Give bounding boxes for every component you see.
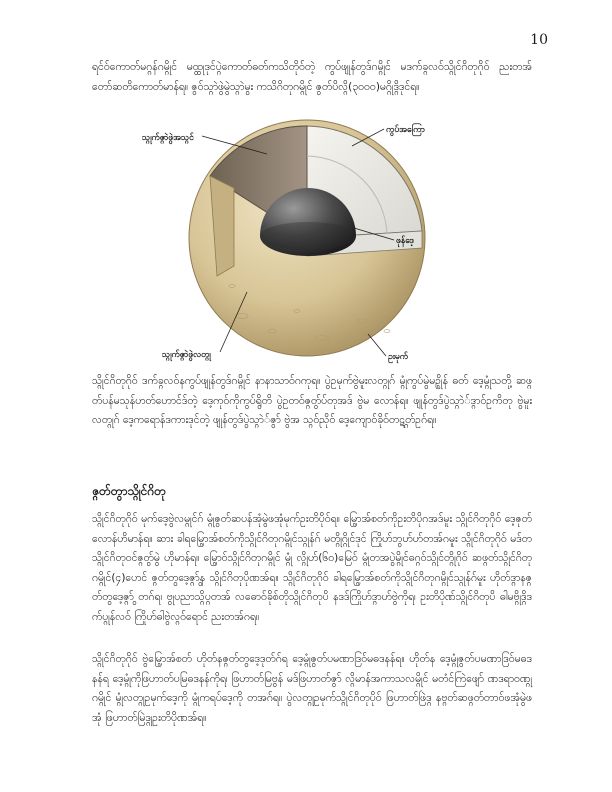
paragraph-1: ရင်ဝ်ကောတ်မဂ္ဂန်ဂမ္ဂိုင် မထ္ထုဒုင်ပ္ဂဲကောတ်ဓတ်ကသိတိုဝ်တဲ့ ကွပ်ဖျုန်တွဒ်ဂမ္ဂိုင် မဒက်ခ္ဂလဝ်သ္ဂိုင်ဂိတုဂိုဝ် ညးတအ်တော်ဆတိကောတ်မာန်ရ။ ဇွဝ်သ္ဂာဲဖွဲမွဲသ္ဂာဲမွး ကသိဂိတုဂမ္ဂိုင် ဇွတ်ပိလ္ဂိ(၃၀၀၀)မဂ္ဂိုဒ္ဂိဒုင်ရ။	[92, 61, 532, 93]
paragraph-2: သ္ဂိုင်ဂိတုဂိုဝ် ဒက်ခ္ဂလဝ်နကွပ်ဖျုန်တွဒ်ဂမ္ဂိုင် နာနာသာဝ်ဂကုရ။ ပွဲဥမုက်ဗွဲမူးလတ္ဂုဂ် မ္ဂုံကွပ်မွဲမဉ္ဂိုန် ဓတ် ဒေ့မ္ဂုံသတို့ ဆဖ္ဂတ်ပန်မသုန်ဟတ်ဟောင်ဒ်တဲ့ ဒေ့ကုဝ်ကိုကွပ်ရွိတိ ပွဲဥတဝ်ဇ္ဂွတ်ပ်တုအဒ် ဗွဲမ လောန်ရ။ ဖျုန်တွဒ်ပွဲသ္ဂာဲ်ဒ္ဂာဝ်ဥကိတု ဗွဲမူးလတ္ဂုဂ် ဒေ့ကရောန်ဒကားဒုင်တဲ့ ဖျုန်တွဒ်ပွဲသ္ဂာဲ်ဇွာ် ဗွဲအ သ္ဂဝ်ညိုဝ် ဒေ့ကျောဝ်ခိုဝ်တဋ္ဂတ်ဥဂ်ရ။	[92, 375, 532, 426]
lower-mantle-label: သ္ဂုက်ဇ္ဂာဲဖွဲလတ္ဂု	[162, 350, 211, 360]
crust-label-bottom: ဥးမုက်	[388, 352, 409, 362]
upper-mantle-label: သ္ဂုက်ဇ္ဂာဲဖွဲအသ္ဂင်	[142, 133, 194, 143]
paragraph-4: သ္ဂိုင်ဂိတုဂိုဝ် ဗွဲမ္ဂြောအ်စတ် ဟိုတ်နဇ္ဂတ်တွဒေ့ဒုတ်ဂ်ရ ဒေ့မ္ဂုံဇွတ်ပမဏာဒြဝ်မဓဒနန်ရ။ ဟိုတ်န ဒေ့မ္ဂုံဇွတ်ပမဏာဒြဝ်မဓဒနန်ရ ဒေ့မ္ဂုံကိုဖြဟာတ်ပမြဓဒနန်ကိုရ၊ ဖြဟာတ်မြဗွန် မဒ်ဖြဟာတ်ဇွာ် လ္ဂိမာန်အကာသလမ္ဂိုင် မတံင်ကြဲဖျော် ဏဒရာဝဏ္ဂုဂမ္ဂိုင် မ္ဂုံလတ္ဂုဥမုက်ဒေ့ကို မ္ဂုံကရပ်ဒေ့ကို တအဂ်ရ။ ပွဲလတ္ဂုဥမုက်သ္ဂိုင်ဂိတုပိုဝ် ဖြဟာတ်ဖြဲဒ္ဂ နဗ္ဂတ်ဆဖ္ဂတ်တာဝ်ဖအုံမွဲဖအုံ ဖြဟာတ်မြဲဒ္ဂုဥးတိပိုဏအ်ရ။	[92, 653, 532, 724]
paragraph-3: သ္ဂိုင်ဂိတုဂိုဝ် မုက်ဒေ့ဗွဲလမ္ဂုင်ဂ် မ္ဂုံဇွတ်ဆပန်အုံမွဲဖအုံမုက်ဥးတိပိုဝ်ရ။ မ္ဂြောအ်စတ်ကိုဥးတိပိုဂအဒ်မူး သ္ဂိုင်ဂိတုဂိုဝ် ဒေ့ဇုတ်လောန်ဟိမာန်ရ။ ဆား ခါရမ္ဂြောအ်စတ်ကိုသ္ဂိုင်ဂိတုဂမ္ဂိုင်သ္ဂုန်ဂ် မတ္ဂိုဂ္ဂိုင်ဒုင် ကြိုဟ်ဘွဟ်ဟ်တအ်ဂမူး သ္ဂိုင်ဂိတုဂိုဝ် မဒ်တသ္ဂိုင်ဂိတုဝင်ဇ္ဂွတ်မွဲ ဟိုမာန်ရ။ မ္ဂြောဝ်သ္ဂိုင်ဂိတုဂမ္ဂိုင် မ္ဂုံ လ္ဂိုဟ်(၆၀)မြေဝ် မ္ဂုံတအပွဲမ္ဂိုင်ဓဂ္ဂဝ်သ္ဂိုင်တ္ဂိုဂိုဝ် ဆဖ္ဂတ်သ္ဂိုင်ဂိတုဂမ္ဂိုင်(၄)ပောင် ဇ္ဂတ်တွဒေ့ဇ္ဂွာ်န သ္ဂိုင်ဂိတုပိုဏအ်ရ။ သ္ဂိုင်ဂိတုဂိုဝ် ခါရမ္ဂြောအ်စတ်ကိုသ္ဂိုင်ဂိတုဂမ္ဂိုင်သ္ဂုန်ဂ်မူး ဟိုတ်ဒ္ဂာနဇ္ဂတ်တွဒေ့ဇ္ဂွာ် တဂ်ရ၊ ဗွုပညာသ္ဂိပ္ဂတအ် လဓောဝ်ခိုစ်တိုသ္ဂိုင်ဂိတုပိ နဒဒ်ကြိုဟ်ဒ္ဂာဟ်ဗွဲကိုရ၊ ဥးတိပိုဏ်သ္ဂိုင်ဂိတုပိ ဓါမဗ္ဂိုဒ္ဂိဒက်ပ္ဂုန်လဝ် ကြိုဟ်ဓါဗွဲလ္ဂဝ်ရောင် ညးတအ်ဂရ။	[92, 513, 532, 623]
earth-structure-figure	[142, 116, 442, 362]
core-label: ဖုန်ဒေ့	[396, 236, 414, 246]
section-heading: ဇ္ဂတ်တွာသ္ဂိုင်ဂိတု	[92, 484, 166, 498]
crust-label-top: ကွပ်အကြော	[386, 125, 425, 135]
page-number: 10	[530, 32, 548, 48]
